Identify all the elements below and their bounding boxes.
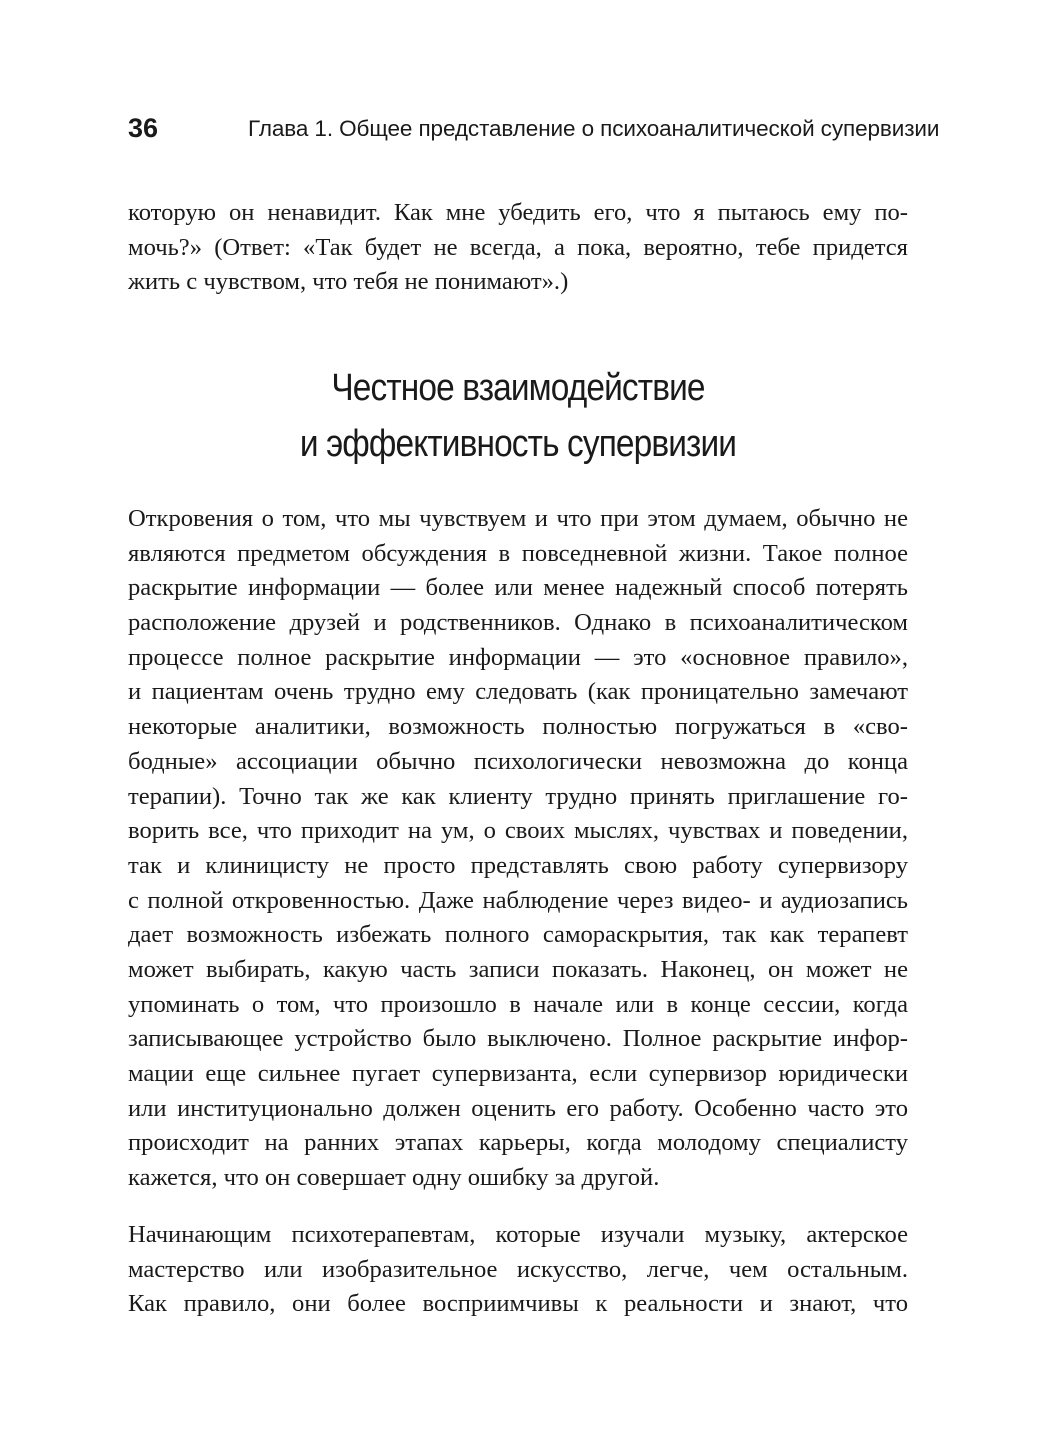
paragraph-line: бодные» ассоциации обычно психологически невозможна до конца [128,747,908,775]
paragraph-line: ворить все, что приходит на ум, о своих мыслях, чувствах и поведении, [128,817,908,845]
paragraph-line: упоминать о том, что произошло в начале или в конце сессии, когда [128,990,908,1018]
paragraph-line: Откровения о том, что мы чувствуем и что при этом думаем, обычно не [128,505,908,532]
paragraph-line: или институционально должен оценить его работу. Особенно часто это [128,1094,908,1122]
paragraph-line: раскрытие информации — более или менее надежный способ потерять [128,574,908,602]
chapter-title: Глава 1. Общее представление о психоаналитической супервизии [248,116,940,141]
paragraph-line: мочь?» (Ответ: «Так будет не всегда, а пока, вероятно, тебе придется [128,233,908,261]
paragraph-line: Как правило, они более восприимчивы к реальности и знают, что [128,1290,908,1318]
paragraph-line: некоторые аналитики, возможность полностью погружаться в «сво- [128,713,908,741]
paragraph-line: мастерство или изобразительное искусство, легче, чем остальным. [128,1255,908,1283]
paragraph-line: и пациентам очень трудно ему следовать (как проницательно замечают [128,678,908,706]
paragraph-line: расположение друзей и родственников. Однако в психоаналитическом [128,609,908,637]
paragraph-line: с полной откровенностью. Даже наблюдение через видео- и аудиозапись [128,886,908,914]
intro-paragraph [128,196,908,300]
paragraph-line: процессе полное раскрытие информации — это «основное правило», [128,643,908,671]
page-number: 36 [128,113,159,143]
section-heading [175,360,861,472]
paragraph-line: так и клиницисту не просто представлять свою работу супервизору [128,851,908,879]
paragraph-line: Начинающим психотерапевтам, которые изучали музыку, актерское [128,1221,908,1248]
body-paragraph-1 [128,502,908,1196]
section-heading-line: Честное взаимодействие [331,367,705,409]
paragraph-line: может выбирать, какую часть записи показать. Наконец, он может не [128,955,908,983]
running-header [128,112,940,148]
paragraph-line: происходит на ранних этапах карьеры, когда молодому специалисту [128,1129,908,1157]
paragraph-line: записывающее устройство было выключено. Полное раскрытие инфор- [128,1025,908,1053]
paragraph-line: жить с чувством, что тебя не понимают».) [128,268,569,296]
paragraph-line: терапии). Точно так же как клиенту трудно принять приглашение го- [128,782,908,810]
paragraph-line: кажется, что он совершает одну ошибку за другой. [128,1164,660,1192]
paragraph-line: дает возможность избежать полного самораскрытия, так как терапевт [128,921,908,949]
section-heading-line: и эффективность супервизии [299,423,737,465]
paragraph-line: являются предметом обсуждения в повседневной жизни. Такое полное [128,539,908,567]
paragraph-line: которую он ненавидит. Как мне убедить его, что я пытаюсь ему по- [128,199,908,226]
body-paragraph-2 [128,1218,908,1322]
paragraph-line: мации еще сильнее пугает супервизанта, если супервизор юридически [128,1060,908,1087]
